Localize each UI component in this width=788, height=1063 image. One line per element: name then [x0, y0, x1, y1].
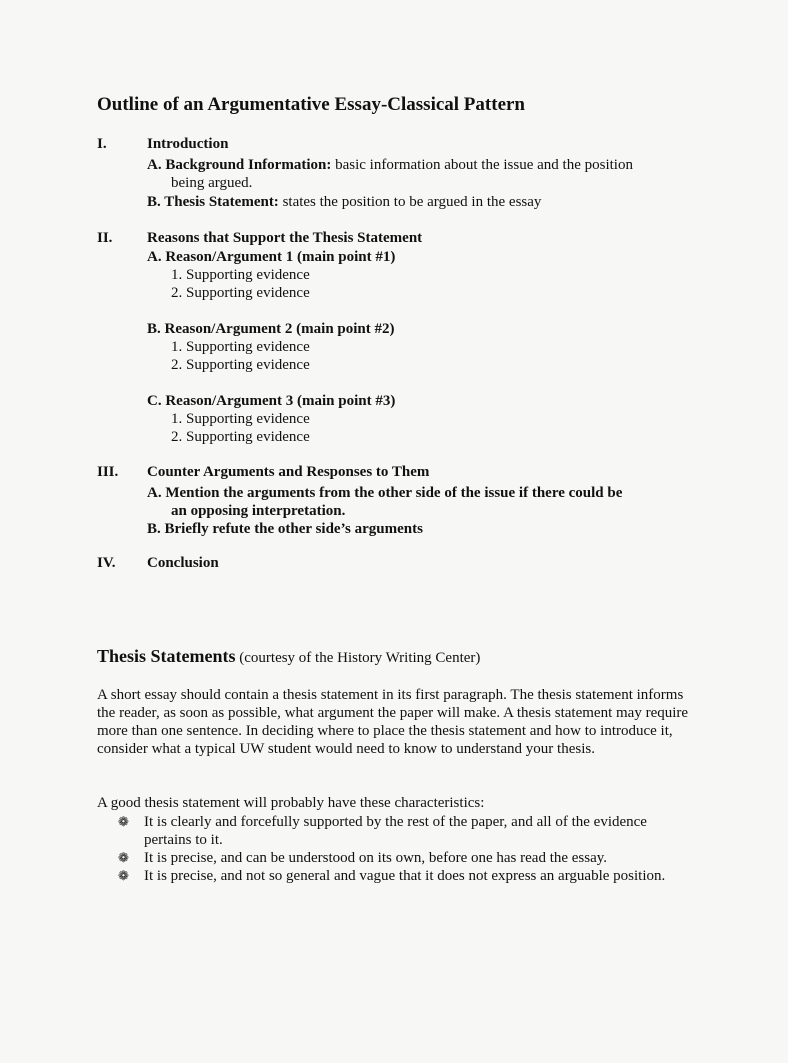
section-numeral: III.	[97, 464, 119, 480]
section-heading-reasons: Reasons that Support the Thesis Statement	[147, 230, 423, 246]
thesis-heading	[97, 646, 480, 667]
section-numeral: I.	[97, 136, 107, 152]
item-label: A. Background Information:	[147, 157, 332, 173]
item-label: B. Thesis Statement:	[147, 194, 279, 210]
thesis-courtesy: (courtesy of the History Writing Center)	[235, 650, 481, 666]
thesis-paragraph: A short essay should contain a thesis statement in its first paragraph. The thesis statement informs the reader, as soon as possible, what argument the paper will make. A thesis statement may require more than one sentence. In deciding where to place the thesis statement and how to introduce it, consider what a typical UW student would need to know to understand your thesis.	[97, 687, 689, 757]
reason-heading: A. Reason/Argument 1 (main point #1)	[147, 249, 396, 265]
outline-item-thesis	[147, 193, 541, 211]
flower-bullet-icon: ❁	[118, 814, 129, 829]
bullet-text: It is precise, and not so general and vague that it does not express an arguable position.	[144, 868, 666, 884]
thesis-characteristics-intro: A good thesis statement will probably have these characteristics:	[97, 795, 485, 811]
counter-item: B. Briefly refute the other side’s arguments	[147, 521, 423, 537]
evidence-item: 1. Supporting evidence	[171, 339, 310, 355]
item-text: basic information about the issue and the position	[331, 157, 633, 173]
section-numeral: IV.	[97, 555, 116, 571]
outline-item-background	[147, 156, 633, 174]
item-continuation: being argued.	[171, 175, 253, 191]
evidence-item: 1. Supporting evidence	[171, 267, 310, 283]
list-item	[118, 813, 678, 849]
reason-heading: C. Reason/Argument 3 (main point #3)	[147, 393, 396, 409]
counter-item: A. Mention the arguments from the other side of the issue if there could be	[147, 485, 623, 501]
evidence-item: 2. Supporting evidence	[171, 285, 310, 301]
list-item	[118, 849, 678, 867]
section-heading-introduction: Introduction	[147, 136, 229, 152]
thesis-heading-title: Thesis Statements	[97, 646, 236, 666]
list-item	[118, 867, 678, 903]
evidence-item: 2. Supporting evidence	[171, 429, 310, 445]
evidence-item: 2. Supporting evidence	[171, 357, 310, 373]
section-numeral: II.	[97, 230, 113, 246]
bullet-text: It is clearly and forcefully supported by the rest of the paper, and all of the evidence pertains to it.	[144, 814, 647, 848]
section-heading-conclusion: Conclusion	[147, 555, 219, 571]
page-title: Outline of an Argumentative Essay-Classical Pattern	[97, 94, 526, 115]
section-heading-counter: Counter Arguments and Responses to Them	[147, 464, 430, 480]
bullet-text: It is precise, and can be understood on its own, before one has read the essay.	[144, 850, 608, 866]
flower-bullet-icon: ❁	[118, 850, 129, 865]
evidence-item: 1. Supporting evidence	[171, 411, 310, 427]
flower-bullet-icon: ❁	[118, 868, 129, 883]
item-continuation: an opposing interpretation.	[171, 503, 346, 519]
reason-heading: B. Reason/Argument 2 (main point #2)	[147, 321, 395, 337]
item-text: states the position to be argued in the essay	[278, 194, 542, 210]
